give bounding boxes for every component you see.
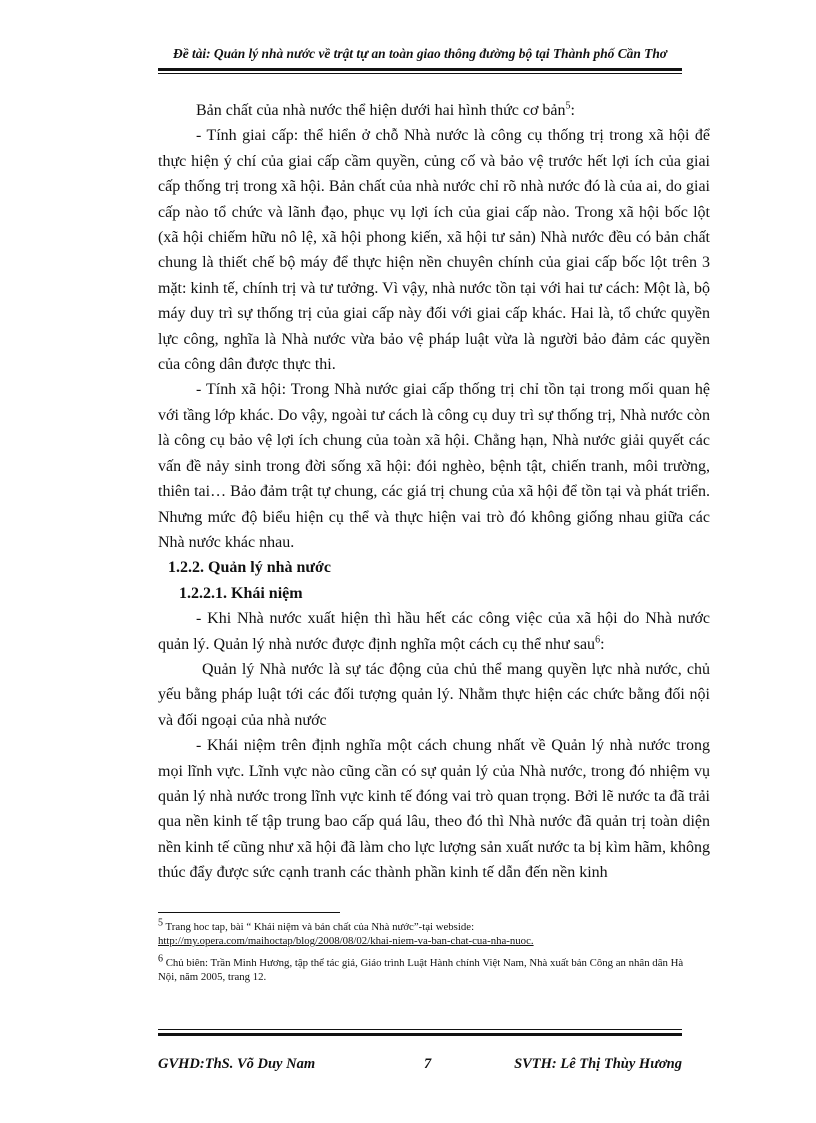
footnote-5-text: Trang hoc tap, bài “ Khái niệm và bản chất của Nhà nước”-tại webside: bbox=[163, 921, 475, 933]
footnote-5 bbox=[158, 917, 698, 948]
footnote-ref-5: 5 bbox=[565, 100, 571, 112]
footnote-separator bbox=[158, 912, 340, 913]
footnote-6-number: 6 bbox=[158, 953, 163, 965]
paragraph-concept-end: : bbox=[600, 635, 605, 653]
page-header-title: Đề tài: Quản lý nhà nước về trật tự an toàn giao thông đường bộ tại Thành phố Cần Thơ bbox=[173, 46, 667, 61]
footnote-6 bbox=[158, 953, 698, 984]
page-number: 7 bbox=[424, 1056, 432, 1072]
paragraph-concept-text: - Khi Nhà nước xuất hiện thì hầu hết các công việc của xã hội do Nhà nước quản lý. Quản lý nhà nước được định nghĩa một cách cụ thể như sau bbox=[158, 610, 710, 653]
paragraph-class-nature: - Tính giai cấp: thể hiển ở chỗ Nhà nước là công cụ thống trị trong xã hội để thực hiện ý chí của giai cấp cầm quyền, củng cố và bảo vệ trước hết lợi ích của giai cấp thống trị trong xã hội. Bản chất của nhà nước chỉ rõ nhà nước đó là của ai, do giai cấp nào tổ chức và lãnh đạo, phục vụ lợi ích của giai cấp nào. Trong xã hội bốc lột (xã hội chiếm hữu nô lệ, xã hội phong kiến, xã hội tư sản) Nhà nước đều có bản chất chung là thiết chế bộ máy để thực hiện nền chuyên chính của giai cấp bốc lột trên 3 mặt: kinh tế, chính trị và tư tưởng. Vì vậy, nhà nước tồn tại với hai tư cách: Một là, bộ máy duy trì sự thống trị của giai cấp này đối với giai cấp khác. Hai là, tổ chức quyền lực công, nghĩa là Nhà nước vừa bảo vệ pháp luật vừa là người bảo đảm các quyền của công dân được thực thi. bbox=[158, 127, 710, 374]
paragraph-intro-text: Bản chất của nhà nước thể hiện dưới hai hình thức cơ bản bbox=[196, 102, 566, 119]
footer-advisor: GVHD:ThS. Võ Duy Nam bbox=[158, 1056, 316, 1072]
paragraph-social-nature: - Tính xã hội: Trong Nhà nước giai cấp thống trị chỉ tồn tại trong mối quan hệ với tầng lớp khác. Do vậy, ngoài tư cách là công cụ duy trì sự thống trị, Nhà nước còn là công cụ bảo vệ lợi ích chung của toàn xã hội. Chẳng hạn, Nhà nước giải quyết các vấn đề nảy sinh trong đời sống xã hội: đói nghèo, bệnh tật, chiến tranh, môi trường, thiên tai… Bảo đảm trật tự chung, các giá trị chung của xã hội để tồn tại và phát triển. Nhưng mức độ biểu hiện cụ thể và thực hiện vai trò đó không giống nhau giữa các Nhà nước khác nhau. bbox=[158, 381, 710, 551]
paragraph-definition: Quản lý Nhà nước là sự tác động của chủ thể mang quyền lực nhà nước, chủ yếu bằng pháp luật tới các đối tượng quản lý. Nhằm thực hiện các chức bằng đối nội và đối ngoại của nhà nước bbox=[158, 660, 710, 729]
footnotes bbox=[158, 917, 698, 992]
header-rule-thin bbox=[158, 73, 682, 74]
footer-rule-thin bbox=[158, 1029, 682, 1030]
body-text bbox=[158, 98, 710, 886]
section-heading-1-2-2-1: 1.2.2.1. Khái niệm bbox=[179, 584, 303, 602]
paragraph-intro bbox=[158, 98, 710, 123]
paragraph-concept bbox=[158, 606, 710, 657]
paragraph-discussion: - Khái niệm trên định nghĩa một cách chung nhất về Quản lý nhà nước trong mọi lĩnh vực. Lĩnh vực nào cũng cần có sự quản lý của Nhà nước, trong đó nhiệm vụ quản lý nhà nước trong lĩnh vực kinh tế đóng vai trò quan trọng. Bởi lẽ nước ta đã trải qua nền kinh tế tập trung bao cấp quá lâu, theo đó thì Nhà nước đã quản trị toàn diện nền kinh tế cũng như xã hội đã làm cho lực lượng sản xuất nước ta bị kìm hãm, không thúc đẩy được sức cạnh tranh các thành phần kinh tế dẫn đến nền kinh bbox=[158, 737, 710, 882]
footnote-5-number: 5 bbox=[158, 917, 163, 929]
footnote-ref-6: 6 bbox=[595, 634, 601, 646]
paragraph-intro-end: : bbox=[570, 102, 575, 119]
footer-student: SVTH: Lê Thị Thùy Hương bbox=[514, 1056, 682, 1072]
footer-rule-thick bbox=[158, 1033, 682, 1036]
footnote-5-link[interactable]: http://my.opera.com/maihoctap/blog/2008/08/02/khai-niem-va-ban-chat-cua-nha-nuoc. bbox=[158, 935, 534, 947]
footnote-6-text: Chủ biên: Trần Minh Hương, tập thể tác giả, Giáo trình Luật Hành chính Việt Nam, Nhà xuất bản Công an nhân dân Hà Nội, năm 2005, trang 12. bbox=[158, 957, 684, 983]
header-rule-thick bbox=[158, 68, 682, 71]
section-heading-1-2-2: 1.2.2. Quản lý nhà nước bbox=[168, 559, 331, 577]
